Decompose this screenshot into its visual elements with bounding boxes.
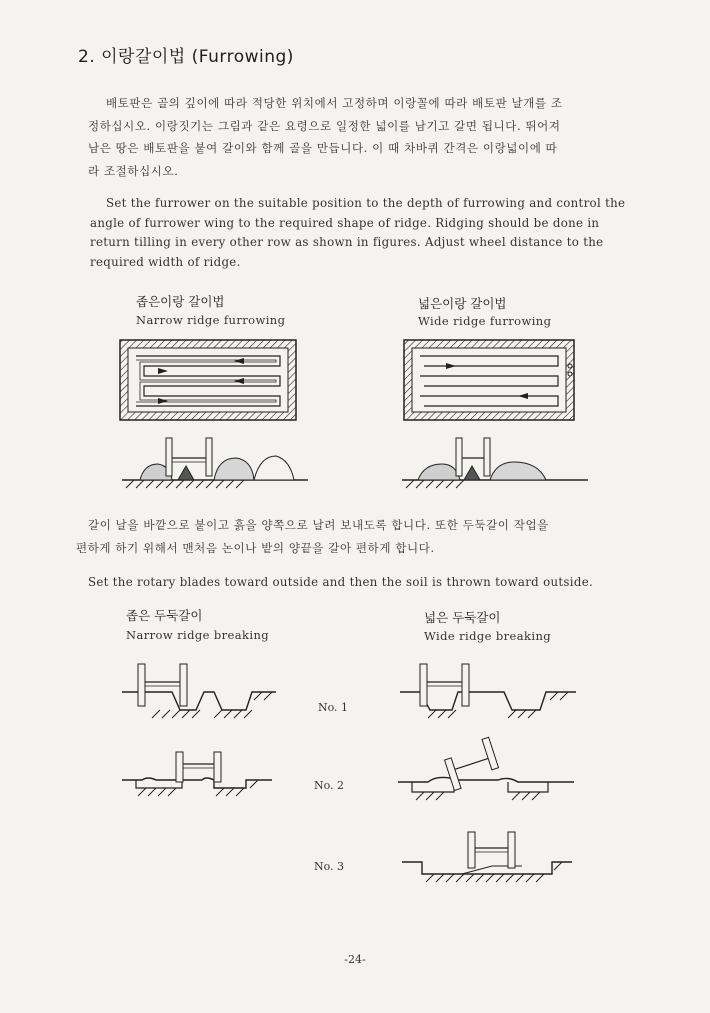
blades-ko-line: 편하게 하기 위해서 맨처음 논이나 밭의 양끝을 갈아 편하게 합니다. xyxy=(76,540,435,555)
page-number: -24- xyxy=(344,953,366,966)
wide-breaking-caption-ko: 넓은 두둑갈이 xyxy=(424,610,501,625)
wide-furrowing-caption-en: Wide ridge furrowing xyxy=(418,314,552,328)
page-title: 2. 이랑갈이법 (Furrowing) xyxy=(78,47,294,67)
narrow-furrowing-cross-section xyxy=(118,434,318,492)
intro-ko-line: 남은 땅은 배토판을 붙여 갈이와 함께 골을 만듭니다. 이 때 차바퀴 간격은 이랑넓이에 따 xyxy=(88,141,558,155)
wide-breaking-step1-diagram xyxy=(400,660,580,722)
wide-furrowing-cross-section xyxy=(398,434,598,492)
wide-furrowing-caption-ko: 넓은이랑 갈이법 xyxy=(418,296,507,311)
step-label-1: No. 1 xyxy=(318,701,349,714)
intro-en-line: Set the furrower on the suitable position to the depth of furrowing and control the xyxy=(106,196,626,210)
narrow-furrowing-caption-en: Narrow ridge furrowing xyxy=(136,313,286,327)
narrow-breaking-caption-ko: 좁은 두둑갈이 xyxy=(126,608,203,623)
intro-ko-line: 정하십시오. 이랑짓기는 그림과 같은 요령으로 일정한 넓이를 남기고 갈면 됩니다. 뛰어져 xyxy=(88,118,561,133)
blades-english-line: Set the rotary blades toward outside and then the soil is thrown toward outside. xyxy=(88,575,594,589)
narrow-breaking-step2-diagram xyxy=(122,750,282,806)
narrow-furrowing-field-diagram xyxy=(112,336,302,426)
intro-english-paragraph xyxy=(90,194,650,272)
wide-breaking-step3-diagram xyxy=(402,828,578,894)
wide-furrowing-field-diagram xyxy=(398,336,588,426)
step-label-3: No. 3 xyxy=(314,860,345,873)
intro-en-line: angle of furrower wing to the required shape of ridge. Ridging should be done in xyxy=(90,215,600,230)
blades-ko-line: 갈이 날을 바깥으로 붙이고 흙을 양쪽으로 날려 보내도록 합니다. 또한 두둑갈이 작업을 xyxy=(88,518,549,532)
intro-ko-line: 라 조절하십시오. xyxy=(88,163,179,178)
blades-korean-paragraph xyxy=(76,514,648,559)
narrow-furrowing-caption-ko: 좁은이랑 갈이법 xyxy=(136,294,225,309)
intro-en-line: required width of ridge. xyxy=(90,254,241,269)
step-label-2: No. 2 xyxy=(314,779,345,792)
narrow-breaking-caption-en: Narrow ridge breaking xyxy=(126,628,270,642)
intro-korean-paragraph xyxy=(88,92,648,182)
narrow-breaking-step1-diagram xyxy=(122,660,282,722)
wide-breaking-caption-en: Wide ridge breaking xyxy=(424,629,552,643)
intro-ko-line: 배토판은 골의 깊이에 따라 적당한 위치에서 고정하며 이랑꼴에 따라 배토판 날개를 조 xyxy=(106,96,563,110)
wide-breaking-step2-diagram xyxy=(398,740,578,806)
intro-en-line: return tilling in every other row as shown in figures. Adjust wheel distance to the xyxy=(90,235,604,249)
